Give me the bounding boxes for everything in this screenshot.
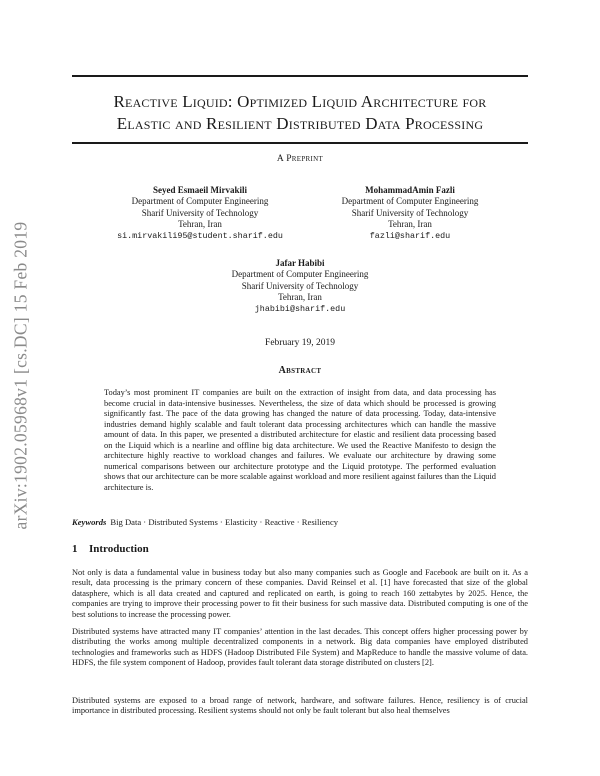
keywords-line [72,517,528,527]
author-name: MohammadAmin Fazli [365,185,455,195]
paper-title-line-1: Reactive Liquid: Optimized Liquid Architecture for [113,92,487,111]
author-location: Tehran, Iran [178,219,222,230]
author-location: Tehran, Iran [388,219,432,230]
publication-date: February 19, 2019 [265,338,335,348]
paper-title [72,91,528,135]
paper-title-line-2: Elastic and Resilient Distributed Data Processing [116,114,484,133]
author-name: Jafar Habibi [275,258,325,268]
body-paragraph-2: Distributed systems have attracted many IT companies’ attention in the last decades. This concept offers higher processing power by distributing the works among multiple decentralized components in a network. Big data companies have employed distributed technologies and frameworks such as HDFS (Hadoop Distributed File System) and MapReduce to handle the massive volume of data. HDFS, the file system component of Hadoop, provides fault tolerant data storage distributed on clusters [2]. [72,627,528,668]
title-rule-bottom [72,142,528,144]
section-heading-introduction [72,543,528,555]
preprint-label: A Preprint [276,154,324,164]
author-email: si.mirvakili95@student.sharif.edu [117,230,283,241]
author-department: Department of Computer Engineering [341,196,479,207]
arxiv-identifier-stamp [2,195,40,555]
author-email: jhabibi@sharif.edu [254,303,346,314]
author-university: Sharif University of Technology [241,280,359,291]
body-paragraph-3: Distributed systems are exposed to a broad range of network, hardware, and software failures. Hence, resiliency is of crucial importance in distributed processing. Resilient systems should not only be fault tolerant but also heal themselves [72,696,528,716]
section-number: 1 [72,543,78,555]
author-department: Department of Computer Engineering [131,196,269,207]
body-paragraph-1: Not only is data a fundamental value in business today but also many companies such as Google and Facebook are built on it. As a result, data processing is the primary concern of these companies. David Reinsel et al. [1] have forecasted that size of the global datasphere, which is all data created and captured and replicated on earth, is going to reach 160 zettabytes by 2025. Hence, the companies are trying to improve their processing power to fit their business for such massive data. Distributed computing is one of the best solutions to increase the processing power. [72,568,528,619]
author-name: Seyed Esmaeil Mirvakili [153,185,247,195]
title-rule-top [72,75,528,77]
author-email: fazli@sharif.edu [369,230,451,241]
abstract-heading: Abstract [278,365,322,376]
keywords-label: Keywords [72,517,107,527]
author-university: Sharif University of Technology [351,207,469,218]
author-location: Tehran, Iran [278,292,322,303]
section-title: Introduction [89,543,149,555]
author-block-3 [210,258,390,315]
author-block-1 [110,185,290,242]
author-block-2 [320,185,500,242]
author-department: Department of Computer Engineering [231,269,369,280]
author-university: Sharif University of Technology [141,207,259,218]
abstract-text: Today’s most prominent IT companies are built on the extraction of insight from data, and data processing has become crucial in data-intensive businesses. Nevertheless, the size of data which should be processed is growing significantly fast. The pace of the data growing has changed the nature of data processing. Today, data-intensive industries demand highly scalable and fault tolerant data processing architectures which can handle the massive amount of data. In this paper, we presented a distributed architecture for elastic and resilient data processing based on the Liquid which is a nearline and offline big data architecture. We used the Reactive Manifesto to design the architecture highly reactive to workload changes and failures. We evaluate our architecture by drawing some numerical comparisons between our architecture prototype and the Liquid prototype. The performed evaluation shows that our architecture can be more scalable against workload and more resilient against failures than the Liquid architecture is. [104,388,496,492]
arxiv-identifier-text: arXiv:1902.05968v1 [cs.DC] 15 Feb 2019 [10,221,31,529]
keywords-text: Big Data · Distributed Systems · Elasticity · Reactive · Resiliency [110,517,339,527]
